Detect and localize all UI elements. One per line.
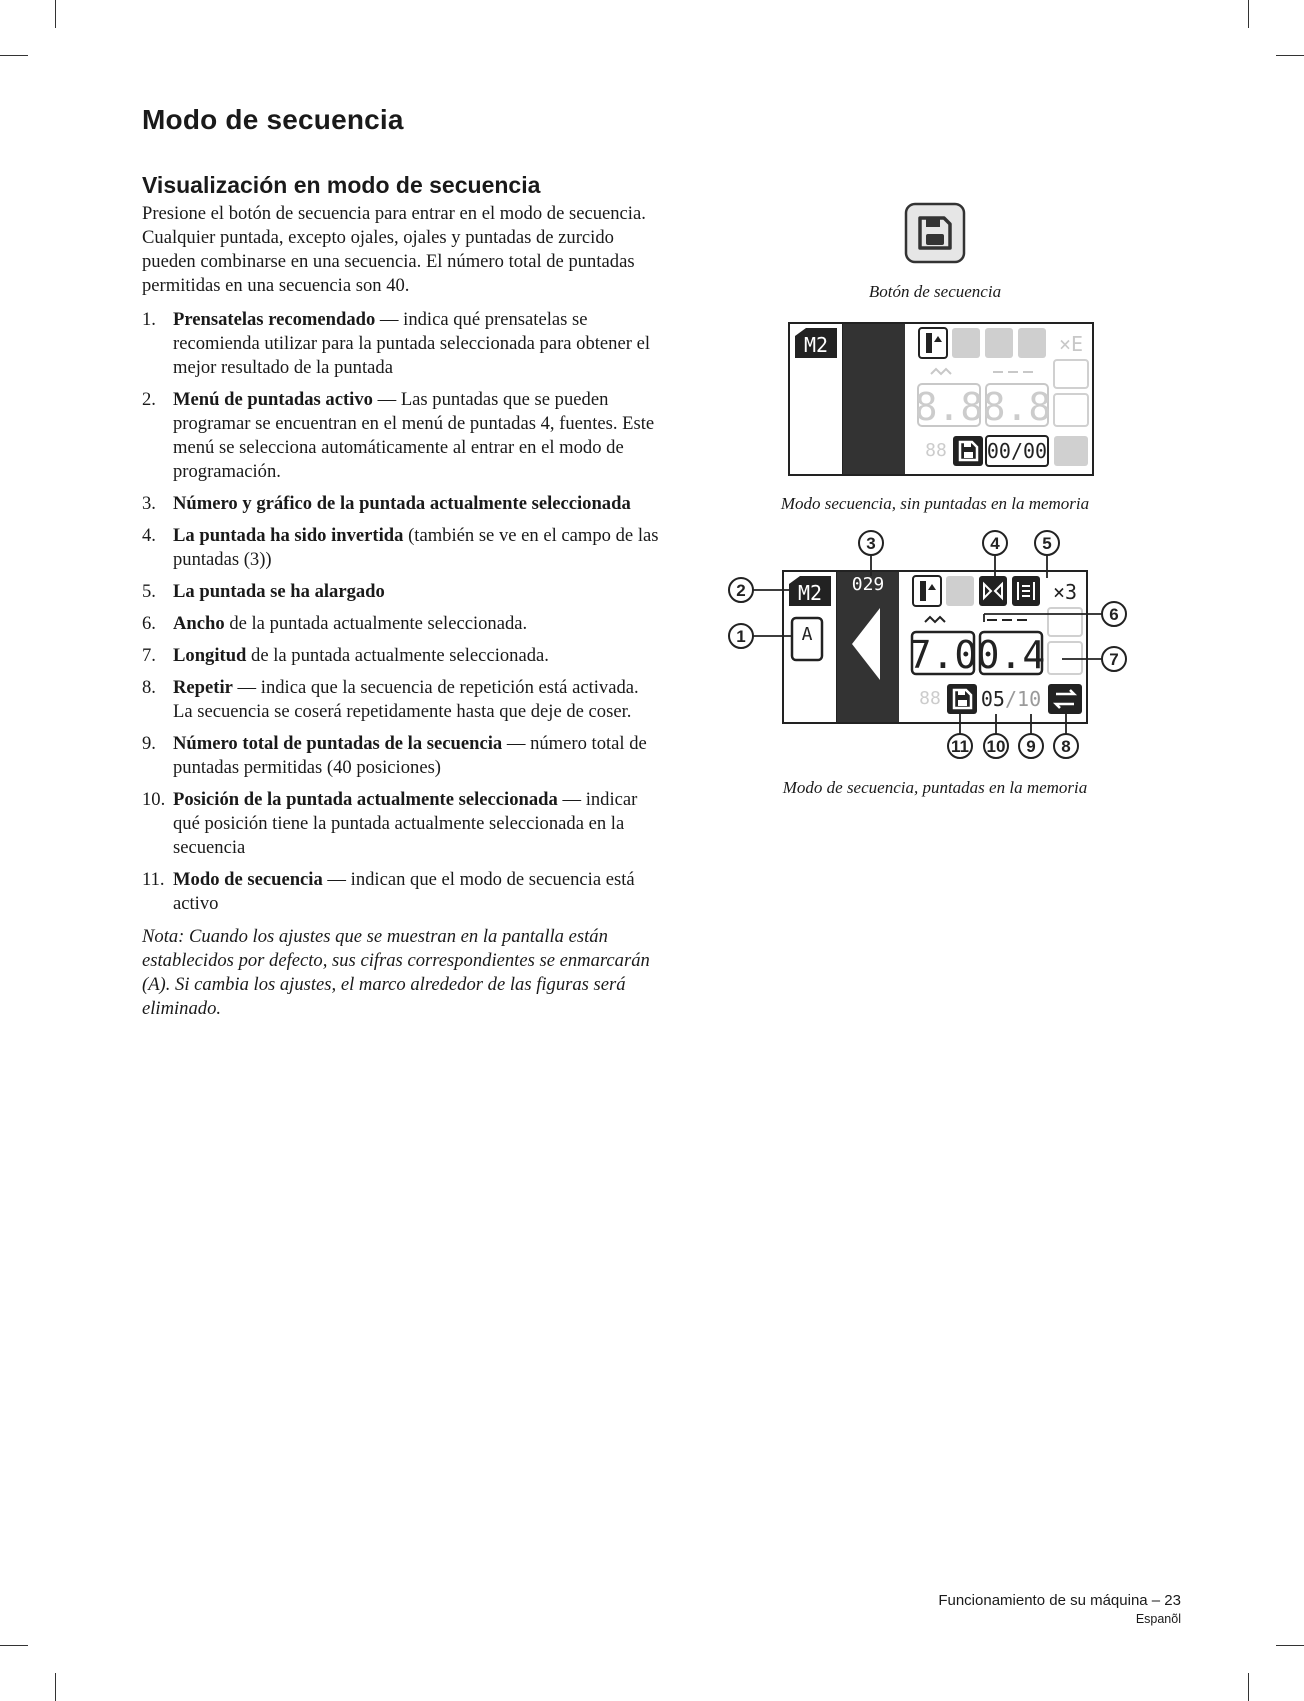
list-item-term: La puntada ha sido invertida	[173, 525, 404, 546]
sequence-mode-indicator	[947, 684, 977, 714]
list-item-number: 8.	[142, 677, 156, 698]
menu-label: M2	[803, 333, 829, 357]
list-item-term: Posición de la puntada actualmente seleccionada	[173, 789, 558, 810]
callout-label: 11	[951, 737, 969, 756]
repeat-icon	[1054, 436, 1088, 466]
list-item	[142, 580, 662, 604]
button-caption: Botón de secuencia	[868, 282, 1002, 301]
filled-display-caption: Modo de secuencia, puntadas en la memoria	[782, 778, 1088, 797]
list-item-number: 1.	[142, 309, 156, 330]
needle-stop-icon	[952, 328, 980, 358]
list-item-term: Repetir	[173, 677, 233, 698]
status-icons	[919, 328, 1083, 358]
callout-11	[948, 734, 972, 758]
list-item-term: Número total de puntadas de la secuencia	[173, 733, 503, 754]
list-item-term: Ancho	[173, 613, 225, 634]
sequence-mode-indicator	[953, 436, 983, 466]
needle-stop-icon	[946, 576, 974, 606]
list-item-number: 3.	[142, 493, 156, 514]
callout-6	[1102, 602, 1126, 626]
list-item	[142, 732, 662, 780]
small-digits: 88	[919, 688, 941, 709]
width-value: 7.0	[908, 633, 978, 677]
elongation-label: ×E	[1058, 332, 1084, 356]
callout-8	[1054, 734, 1078, 758]
footer-title: Funcionamiento de su máquina – 23	[938, 1592, 1181, 1609]
callout-label: 10	[986, 737, 1006, 756]
elongation-label: ×3	[1052, 580, 1078, 604]
note-paragraph: Nota: Cuando los ajustes que se muestran en la pantalla están establecidos por defecto, sus cifras correspondientes se enmarcarán (A). Si cambia los ajustes, el marco alrededor de las figuras será eliminado.	[142, 926, 650, 1019]
list-item-term: Número y gráfico de la puntada actualmente seleccionada	[173, 493, 631, 514]
list-item-text: — número total de puntadas permitidas (40 posiciones)	[173, 733, 647, 778]
empty-display-caption: Modo secuencia, sin puntadas en la memoria	[780, 494, 1090, 513]
presser-foot-icon	[920, 581, 926, 601]
callout-label: 9	[1026, 737, 1036, 756]
width-value: 8.8	[914, 385, 984, 429]
numbered-list	[142, 308, 662, 916]
callout-label: 7	[1109, 650, 1119, 669]
list-item-text: — indica qué prensatelas se recomienda utilizar para la puntada seleccionada para obtener el mejor resultado de la puntada	[173, 309, 650, 378]
callout-3	[859, 531, 883, 555]
repeat-icon	[1048, 684, 1082, 714]
callout-9	[1019, 734, 1043, 758]
list-item	[142, 308, 662, 380]
crop-mark	[0, 1645, 28, 1646]
length-value: 8.8	[982, 385, 1052, 429]
list-item-number: 11.	[142, 869, 165, 890]
length-value: 0.4	[976, 633, 1046, 677]
counter-position: 05	[980, 687, 1005, 711]
list-item	[142, 644, 662, 668]
list-item	[142, 524, 662, 572]
crop-mark	[0, 55, 28, 56]
foot-letter: A	[801, 624, 813, 645]
callout-label: 8	[1061, 737, 1071, 756]
body-text	[142, 202, 662, 1031]
sequence-button	[906, 204, 964, 262]
crop-mark	[1248, 0, 1249, 28]
list-item-text: — indican que el modo de secuencia está activo	[173, 869, 635, 914]
stitch-number: 029	[851, 574, 885, 595]
elongation-icon	[1018, 328, 1046, 358]
list-item	[142, 492, 662, 516]
list-item-number: 2.	[142, 389, 156, 410]
intro-paragraph: Presione el botón de secuencia para entrar en el modo de secuencia. Cualquier puntada, excepto ojales, ojales y puntadas de zurcido pueden combinarse en una secuencia. El número total de puntadas permitidas en una secuencia son 40.	[142, 203, 646, 296]
list-item-text: — Las puntadas que se pueden programar se encuentran en el menú de puntadas 4, fuentes. Este menú se selecciona automáticamente al entrar en el modo de programación.	[173, 389, 655, 482]
callout-4	[983, 531, 1007, 555]
list-item	[142, 612, 662, 636]
list-item-text: de la puntada actualmente seleccionada.	[246, 645, 549, 666]
list-item-term: Longitud	[173, 645, 247, 666]
list-item	[142, 676, 662, 724]
list-item-term: Modo de secuencia	[173, 869, 323, 890]
callout-1	[729, 624, 753, 648]
list-item-number: 9.	[142, 733, 156, 754]
callout-7	[1102, 647, 1126, 671]
callout-5	[1035, 531, 1059, 555]
list-item-number: 10.	[142, 789, 166, 810]
list-item	[142, 788, 662, 860]
list-item-number: 4.	[142, 525, 156, 546]
sequence-counter: 00/00	[986, 439, 1048, 463]
callout-label: 4	[990, 534, 1000, 553]
callout-label: 5	[1042, 534, 1052, 553]
crop-mark	[55, 1673, 56, 1701]
list-item-number: 7.	[142, 645, 156, 666]
list-item-term: Menú de puntadas activo	[173, 389, 373, 410]
callout-label: 3	[866, 534, 876, 553]
crop-mark	[1276, 1645, 1304, 1646]
page-title: Modo de secuencia	[142, 104, 404, 135]
list-item-text: — indicar qué posición tiene la puntada actualmente seleccionada en la secuencia	[173, 789, 638, 858]
callout-10	[984, 734, 1008, 758]
mirror-icon	[985, 328, 1013, 358]
lcd-display-empty	[788, 322, 1096, 477]
list-item-number: 6.	[142, 613, 156, 634]
sequence-button-figure	[904, 202, 966, 264]
list-item	[142, 868, 662, 916]
callout-label: 2	[736, 581, 746, 600]
list-item-term: La puntada se ha alargado	[173, 581, 385, 602]
svg-text:05/10	[981, 687, 1041, 711]
list-item-term: Prensatelas recomendado	[173, 309, 376, 330]
list-item-number: 5.	[142, 581, 156, 602]
lcd-display-filled	[728, 530, 1136, 765]
crop-mark	[55, 0, 56, 28]
list-item-text: (también se ve en el campo de las puntadas (3))	[173, 525, 659, 570]
presser-foot-icon	[926, 333, 932, 353]
list-item-text: de la puntada actualmente seleccionada.	[224, 613, 528, 634]
section-subtitle: Visualización en modo de secuencia	[142, 172, 541, 198]
counter-total: /10	[1004, 687, 1042, 711]
status-icons	[913, 576, 1077, 606]
stitch-graphic-area	[843, 324, 905, 474]
callout-2	[729, 578, 753, 602]
crop-mark	[1276, 55, 1304, 56]
list-item	[142, 388, 662, 484]
menu-label: M2	[797, 581, 823, 605]
footer-language: Espanõl	[1135, 1612, 1181, 1626]
crop-mark	[1248, 1673, 1249, 1701]
callout-label: 1	[736, 627, 746, 646]
callout-label: 6	[1109, 605, 1119, 624]
list-item-text: — indica que la secuencia de repetición está activada. La secuencia se coserá repetidamente hasta que deje de coser.	[173, 677, 639, 722]
small-digits: 88	[925, 440, 947, 461]
